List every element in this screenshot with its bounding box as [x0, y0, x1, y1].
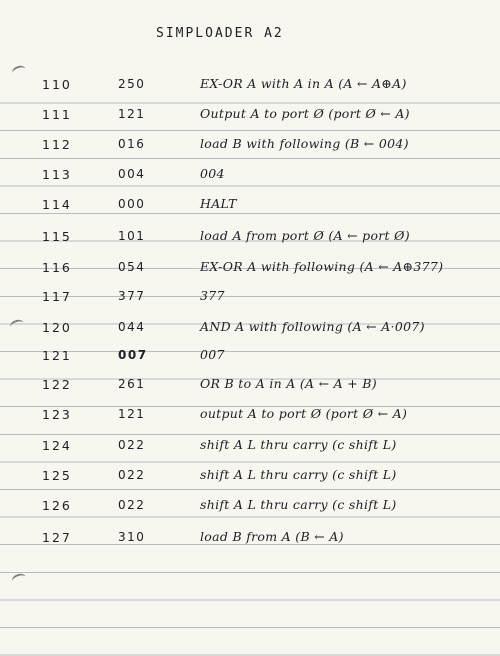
listing-row — [0, 317, 500, 339]
listing-row — [0, 435, 500, 457]
code-cell: 121 — [118, 407, 146, 421]
description-cell: output A to port Ø (port Ø ← A) — [200, 406, 408, 421]
listing-row — [0, 104, 500, 126]
description-cell: shift A L thru carry (c shift L) — [200, 467, 397, 482]
description-cell: 377 — [200, 288, 225, 303]
description-cell: HALT — [200, 196, 237, 211]
code-cell: 022 — [118, 438, 146, 452]
listing-row — [0, 194, 500, 216]
description-cell: OR B to A in A (A ← A + B) — [200, 376, 377, 391]
description-cell: shift A L thru carry (c shift L) — [200, 437, 397, 452]
listing-row — [0, 345, 500, 367]
listing-row — [0, 465, 500, 487]
code-cell: 377 — [118, 289, 146, 303]
address-cell: 123 — [42, 407, 72, 422]
listing-row — [0, 164, 500, 186]
code-cell: 310 — [118, 530, 146, 544]
code-cell: 000 — [118, 197, 146, 211]
description-cell: Output A to port Ø (port Ø ← A) — [200, 106, 410, 121]
description-cell: 007 — [200, 347, 225, 362]
address-cell: 114 — [42, 197, 72, 212]
address-cell: 124 — [42, 438, 72, 453]
listing-row — [0, 134, 500, 156]
description-cell: shift A L thru carry (c shift L) — [200, 497, 397, 512]
listing-row — [0, 527, 500, 549]
description-cell: EX-OR A with A in A (A ← A⊕A) — [200, 76, 407, 91]
description-cell: AND A with following (A ← A·007) — [200, 319, 425, 334]
code-cell: 004 — [118, 167, 146, 181]
listing-row — [0, 257, 500, 279]
address-cell: 113 — [42, 167, 72, 182]
address-cell: 122 — [42, 377, 72, 392]
address-cell: 115 — [42, 229, 72, 244]
code-cell: 261 — [118, 377, 146, 391]
code-cell: 044 — [118, 320, 146, 334]
address-cell: 126 — [42, 498, 72, 513]
listing-row — [0, 404, 500, 426]
listing-row — [0, 374, 500, 396]
code-cell: 101 — [118, 229, 146, 243]
code-cell: 007 — [118, 348, 148, 362]
code-cell: 022 — [118, 468, 146, 482]
description-cell: 004 — [200, 166, 225, 181]
binder-hole-mark — [11, 572, 27, 586]
listing-row — [0, 226, 500, 248]
address-cell: 117 — [42, 289, 72, 304]
description-cell: load A from port Ø (A ← port Ø) — [200, 228, 410, 243]
code-cell: 121 — [118, 107, 146, 121]
description-cell: load B from A (B ← A) — [200, 529, 344, 544]
listing-row — [0, 495, 500, 517]
listing-row — [0, 286, 500, 308]
address-cell: 111 — [42, 107, 72, 122]
address-cell: 121 — [42, 348, 72, 363]
address-cell: 116 — [42, 260, 72, 275]
code-cell: 250 — [118, 77, 146, 91]
address-cell: 127 — [42, 530, 72, 545]
address-cell: 110 — [42, 77, 72, 92]
description-cell: EX-OR A with following (A ← A⊕377) — [200, 259, 444, 274]
address-cell: 120 — [42, 320, 72, 335]
description-cell: load B with following (B ← 004) — [200, 136, 409, 151]
address-cell: 112 — [42, 137, 72, 152]
code-cell: 054 — [118, 260, 146, 274]
code-cell: 016 — [118, 137, 146, 151]
code-cell: 022 — [118, 498, 146, 512]
page-title: SIMPLOADER A2 — [156, 26, 284, 41]
listing-row — [0, 74, 500, 96]
address-cell: 125 — [42, 468, 72, 483]
